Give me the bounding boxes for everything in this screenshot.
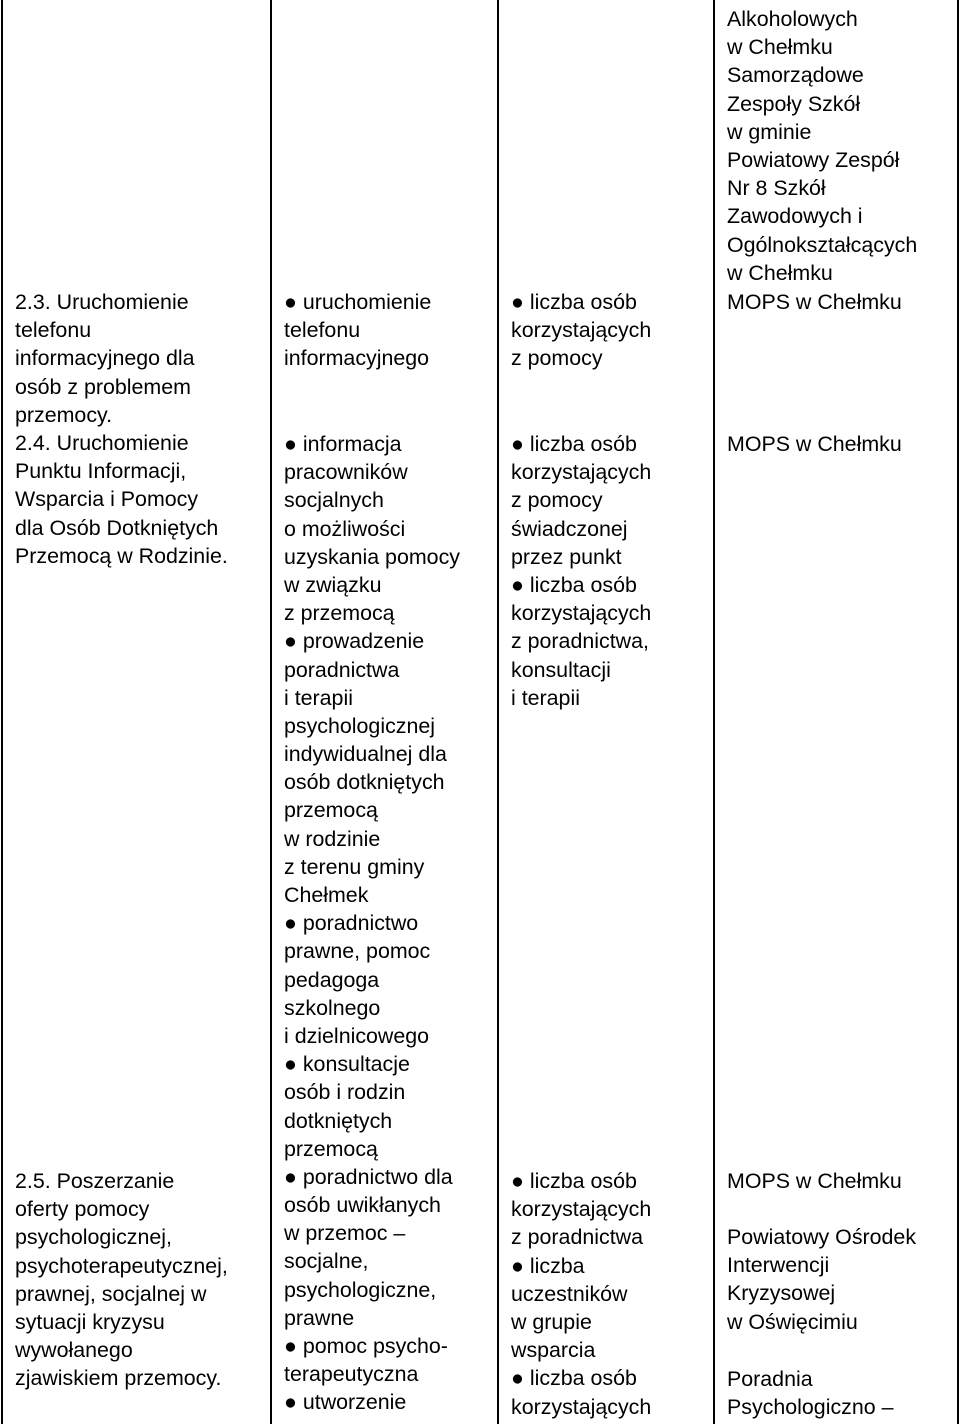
task-cell-2-5: 2.5. Poszerzanie oferty pomocy psychologicznej, psychoterapeutycznej, prawnej, socjalnej w sytuacji kryzysu wywołanego zjawiskiem przemocy.: [15, 1169, 228, 1391]
institution-poradnia: Poradnia Psychologiczno –: [727, 1367, 894, 1420]
institution-mops-3: MOPS w Chełmku: [727, 1169, 902, 1193]
indicator-cell-point: ● liczba osób korzystających z pomocy świadczonej przez punkt ● liczba osób korzystających z poradnictwa, konsultacji i terapii: [511, 432, 652, 710]
indicator-cell-support: ● liczba osób korzystających z poradnictwa ● liczba uczestników w grupie wsparcia ● liczba osób korzystających: [511, 1169, 652, 1419]
table-column-divider-1: [270, 0, 272, 1424]
table-column-divider-3: [713, 0, 715, 1424]
institutions-cell-top: Alkoholowych w Chełmku Samorządowe Zespoły Szkół w gminie Powiatowy Zespół Nr 8 Szkół Zawodowych i Ogólnokształcących w Chełmku: [727, 7, 918, 285]
institution-mops-2: MOPS w Chełmku: [727, 432, 902, 456]
institution-poik: Powiatowy Ośrodek Interwencji Kryzysowej w Oświęcimiu: [727, 1225, 917, 1334]
task-cell-2-3-2-4: 2.3. Uruchomienie telefonu informacyjnego dla osób z problemem przemocy. 2.4. Uruchomienie Punktu Informacji, Wsparcia i Pomocy dla Osób Dotkniętych Przemocą w Rodzinie.: [15, 290, 228, 568]
actions-cell-phone: ● uruchomienie telefonu informacyjnego: [284, 290, 432, 371]
table-border-right: [957, 0, 959, 1424]
institution-mops-1: MOPS w Chełmku: [727, 290, 902, 314]
actions-cell-list: ● informacja pracowników socjalnych o możliwości uzyskania pomocy w związku z przemocą ● prowadzenie poradnictwa i terapii psychologicznej indywidualnej dla osób dotkniętych przemocą w rodzinie z terenu gminy Chełmek ● poradnictwo prawne, pomoc pedagoga szkolnego i dzielnicowego ● konsultacje osób i rodzin dotkniętych przemocą ● poradnictwo dla osób uwikłanych w przemoc – socjalne, psychologiczne, prawne ● pomoc psycho- terapeutyczna ● utworzenie: [284, 432, 460, 1415]
indicator-cell-phone: ● liczba osób korzystających z pomocy: [511, 290, 652, 371]
table-border-left: [1, 0, 3, 1424]
table-column-divider-2: [497, 0, 499, 1424]
